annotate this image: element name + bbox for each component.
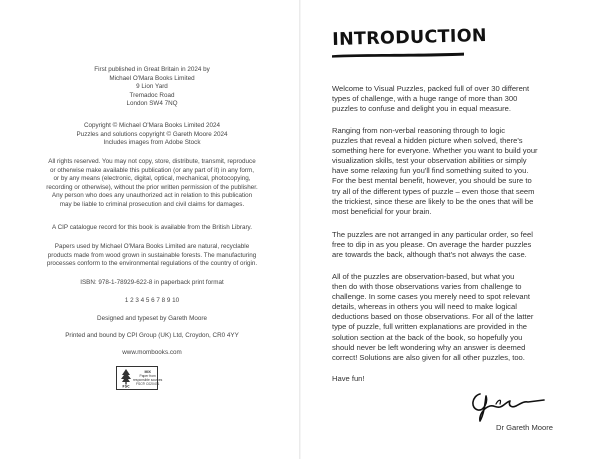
fsc-text: MIX Paper from responsible sources FSC® C020471: [133, 369, 163, 387]
publication-line: Michael O'Mara Books Limited: [109, 74, 195, 82]
heading-block: [332, 25, 488, 60]
copyright-line: Includes images from Adobe Stock: [103, 139, 201, 147]
rights-line: recording or otherwise), without the prior written permission of the publisher.: [46, 183, 258, 191]
paper-block: [24, 243, 280, 269]
fsc-logo: [116, 366, 163, 390]
author-name: Dr Gareth Moore: [496, 423, 553, 432]
isbn: ISBN: 978-1-78929-622-8 in paperback print format: [80, 279, 224, 286]
cip-notice: A CIP catalogue record for this book is available from the British Library.: [52, 224, 252, 231]
sign-off: Have fun!: [332, 374, 365, 383]
brush-underline-icon: [332, 52, 464, 58]
rights-line: Any person who does any unauthorized act in relation to this publication: [51, 192, 253, 200]
copyright-line: Copyright © Michael O'Mara Books Limited 2024: [83, 122, 221, 129]
intro-paragraph: The puzzles are not arranged in any particular order, so feel free to dip in as you please. On average the harder puzzles are towards the back, although that's not always the case.: [332, 230, 533, 260]
paper-line: products made from wood grown in sustainable forests. The manufacturing: [47, 251, 257, 259]
intro-paragraph: All of the puzzles are observation-based, but what you then do with those observations varies from challenge to challenge. In some cases you merely need to spot relevant details, whereas in others you will need to make logical deductions based on those observations. For all of the latter type of puzzle, full written explanations are provided in the solution section at the back of the book, so hopefully you should never be left wondering why an answer is deemed correct! Solutions are also given for all other puzzles, too.: [332, 272, 534, 362]
designer-credit: Designed and typeset by Gareth Moore: [97, 315, 207, 322]
rights-line: or by any means (electronic, digital, optical, mechanical, photocopying,: [53, 175, 251, 183]
intro-paragraph: Ranging from non-verbal reasoning through to logic puzzles that reveal a hidden picture when solved, there's something here for everyone. Whether you want to build your visualization skills, test your observation abilities or simply have some relaxing fun you'll find something suited to you. For the best mental benefit, however, you should be sure to try all of the different types of puzzle – even those that seem the trickiest, since these are likely to be the ones that will be most beneficial for your brain.: [332, 126, 538, 216]
fsc-tree-icon: [119, 368, 133, 388]
website: www.mombooks.com: [122, 349, 182, 356]
paper-line: processes conform to the environmental regulations of the country of origin.: [46, 260, 258, 268]
page-title: INTRODUCTION: [332, 25, 488, 50]
publication-line: London SW4 7NQ: [126, 100, 178, 108]
rights-line: may be liable to criminal prosecution and civil claims for damages.: [59, 200, 245, 208]
publication-line: First published in Great Britain in 2024 by: [94, 66, 210, 73]
printing-line: 1 2 3 4 5 6 7 8 9 10: [124, 297, 180, 304]
publication-block: [24, 66, 280, 109]
paper-line: Papers used by Michael O'Mara Books Limited are natural, recyclable: [54, 243, 250, 250]
rights-block: [24, 158, 280, 210]
copyright-block: [24, 122, 280, 148]
printer-credit: Printed and bound by CPI Group (UK) Ltd, Croydon, CR0 4YY: [65, 332, 239, 339]
fsc-org-label: FSC: [122, 384, 130, 388]
introduction-page: [300, 0, 600, 459]
rights-line: All rights reserved. You may not copy, store, distribute, transmit, reproduce: [48, 158, 256, 165]
publication-line: Tremadoc Road: [129, 91, 175, 99]
signature-icon: [466, 384, 546, 424]
rights-line: or otherwise make available this publication (or any part of it) in any form,: [49, 166, 255, 174]
publication-line: 9 Lion Yard: [136, 83, 168, 91]
copyright-line: Puzzles and solutions copyright © Gareth Moore 2024: [76, 130, 228, 138]
intro-paragraph: Welcome to Visual Puzzles, packed full of over 30 different types of challenge, with a huge range of more than 300 puzzles to confuse and delight you in equal measure.: [332, 84, 530, 114]
